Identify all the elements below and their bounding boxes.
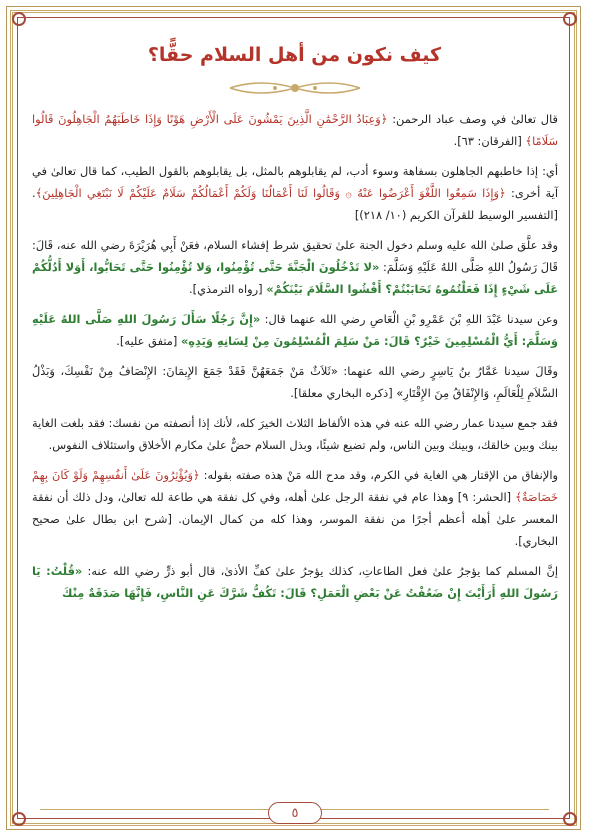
paragraph-7: والإنفاق من الإقتار هي الغاية في الكرم، وقد مدح الله مَنْ هذه صفته بقوله: ﴿وَيُؤْثِرُونَ عَلَىٰ أَنفُسِهِمْ وَلَوْ كَانَ بِهِمْ خَصَاصَةٌ﴾ [الحشر: ٩] وهذا عام في نفقة الرجل علىٰ أهله، وفي كل نفقة هي طاعة لله تعالىٰ، ودل ذلك أن نفقة المعسر علىٰ أهله أعظم أجرًا من نفقة الموسر، وهذا كله من كمال الإيمان. [شرح ابن بطال علىٰ صحيح البخاري]. <box>32 468 558 548</box>
corner-ornament-top-left <box>12 12 26 26</box>
page-number: ٥ <box>268 802 322 824</box>
paragraph-3: وقد علَّق صلىٰ الله عليه وسلم دخول الجنة علىٰ تحقيق شرط إفشاء السلام، فعَنْ أَبِي هُرَيْرَةَ رضي الله عنه، قَالَ: قَالَ رَسُولُ اللهِ صَلَّى اللهُ عَلَيْهِ وَسَلَّمَ: «لا تَدْخُلُونَ الْجَنَّةَ حَتَّى تُؤْمِنُوا، وَلا تُؤْمِنُوا حَتَّى تَحَابُّوا، أَوَلا أَدُلُّكُمْ عَلَى شَيْءٍ إِذَا فَعَلْتُمُوهُ تَحَابَبْتُمْ؟ أَفْشُوا السَّلَامَ بَيْنَكُمْ» [رواه الترمذي]. <box>32 238 558 296</box>
quran-verse: ﴿وَإِذَا سَمِعُوا اللَّغْوَ أَعْرَضُوا عَنْهُ ۞ وَقَالُوا لَنَا أَعْمَالُنَا وَلَكُمْ أَعْمَالُكُمْ سَلَامٌ عَلَيْكُمْ لَا نَبْتَغِي الْجَاهِلِينَ﴾ <box>35 186 506 200</box>
quran-verse: ﴿وَعِبَادُ الرَّحْمَٰنِ الَّذِينَ يَمْشُونَ عَلَى الْأَرْضِ هَوْنًا وَإِذَا خَاطَبَهُمُ الْجَاهِلُونَ قَالُوا سَلَامًا﴾ <box>32 112 558 148</box>
paragraph-1: قال تعالىٰ في وصف عباد الرحمن: ﴿وَعِبَادُ الرَّحْمَٰنِ الَّذِينَ يَمْشُونَ عَلَى الْأَرْضِ هَوْنًا وَإِذَا خَاطَبَهُمُ الْجَاهِلُونَ قَالُوا سَلَامًا﴾ [الفرقان: ٦٣]. <box>32 112 558 148</box>
article-body <box>32 108 558 612</box>
title-divider-ornament <box>220 76 370 100</box>
hadith-text: «إِنَّ رَجُلًا سَأَلَ رَسُولَ اللهِ صَلَّى اللهُ عَلَيْهِ وَسَلَّمَ: أَيُّ الْمُسْلِمِينَ خَيْرٌ؟ قَالَ: مَنْ سَلِمَ الْمُسْلِمُونَ مِنْ لِسَانِهِ وَيَدِهِ» <box>32 312 558 348</box>
hadith-text: «قُلْتُ: يَا رَسُولَ اللهِ أَرَأَيْتَ إِنْ ضَعُفْتُ عَنْ بَعْضِ الْعَمَلِ؟ قَالَ: تَكُفُّ شَرَّكَ عَنِ النَّاسِ، فَإِنَّهَا صَدَقَةٌ مِنْكَ <box>32 564 558 600</box>
hadith-text: «لا تَدْخُلُونَ الْجَنَّةَ حَتَّى تُؤْمِنُوا، وَلا تُؤْمِنُوا حَتَّى تَحَابُّوا، أَوَلا أَدُلُّكُمْ عَلَى شَيْءٍ إِذَا فَعَلْتُمُوهُ تَحَابَبْتُمْ؟ أَفْشُوا السَّلَامَ بَيْنَكُمْ» <box>32 260 558 296</box>
paragraph-2: أي: إذا خاطبهم الجاهلون بسفاهة وسوء أدب، لم يقابلوهم بالمثل، بل يقابلوهم بالقول الطيب، كما قال تعالىٰ في آية أخرى: ﴿وَإِذَا سَمِعُوا اللَّغْوَ أَعْرَضُوا عَنْهُ ۞ وَقَالُوا لَنَا أَعْمَالُنَا وَلَكُمْ أَعْمَالُكُمْ سَلَامٌ عَلَيْكُمْ لَا نَبْتَغِي الْجَاهِلِينَ﴾.[التفسير الوسيط للقرآن الكريم (١٠/ ٢١٨)] <box>32 164 559 222</box>
paragraph-5: وقَالَ سيدنا عَمَّارُ بنُ يَاسِرٍ رضي الله عنهما: «ثَلاَثٌ مَنْ جَمَعَهُنَّ فَقَدْ جَمَعَ الإِيمَانَ: الإِنْصَافُ مِنْ نَفْسِكَ، وَبَذْلُ السَّلاَمِ لِلْعَالَمِ، وَالإِنْفَاقُ مِنَ الإِقْتَارِ» [ذكره البخاري معلقا]. <box>32 364 558 400</box>
paragraph-6: فقد جمع سيدنا عمار رضي الله عنه في هذه الألفاظ الثلاث الخيرَ كله، لأنك إذا أنصفته من نفسك: فقد بلغت الغاية بينك وبين خالقك، وبينك وبين الناس، ولم تضيع شيئًا، وبذل السلام حضٌّ علىٰ مكارم الأخلاق واستئلاف النفوس. <box>31 416 558 452</box>
corner-ornament-bottom-right <box>563 812 577 826</box>
corner-ornament-bottom-left <box>12 812 26 826</box>
quran-verse: ﴿وَيُؤْثِرُونَ عَلَىٰ أَنفُسِهِمْ وَلَوْ كَانَ بِهِمْ خَصَاصَةٌ﴾ <box>32 468 558 504</box>
paragraph-4: وعن سيدنا عَبْدَ اللهِ بْنَ عَمْرِو بْنِ الْعَاصِ رضي الله عنهما قال: «إِنَّ رَجُلًا سَأَلَ رَسُولَ اللهِ صَلَّى اللهُ عَلَيْهِ وَسَلَّمَ: أَيُّ الْمُسْلِمِينَ خَيْرٌ؟ قَالَ: مَنْ سَلِمَ الْمُسْلِمُونَ مِنْ لِسَانِهِ وَيَدِهِ» [متفق عليه]. <box>32 312 558 348</box>
page-title: كيف نكون من أهل السلام حقًّا؟ <box>147 44 442 66</box>
paragraph-8: إنَّ المسلم كما يؤجرُ علىٰ فعل الطاعاتِ، كذلك يؤجرُ علىٰ كفِّ الأذىٰ، قال أبو ذرٍّ رضي الله عنه: «قُلْتُ: يَا رَسُولَ اللهِ أَرَأَيْتَ إِنْ ضَعُفْتُ عَنْ بَعْضِ الْعَمَلِ؟ قَالَ: تَكُفُّ شَرَّكَ عَنِ النَّاسِ، فَإِنَّهَا صَدَقَةٌ مِنْكَ <box>32 564 558 600</box>
corner-ornament-top-right <box>563 12 577 26</box>
